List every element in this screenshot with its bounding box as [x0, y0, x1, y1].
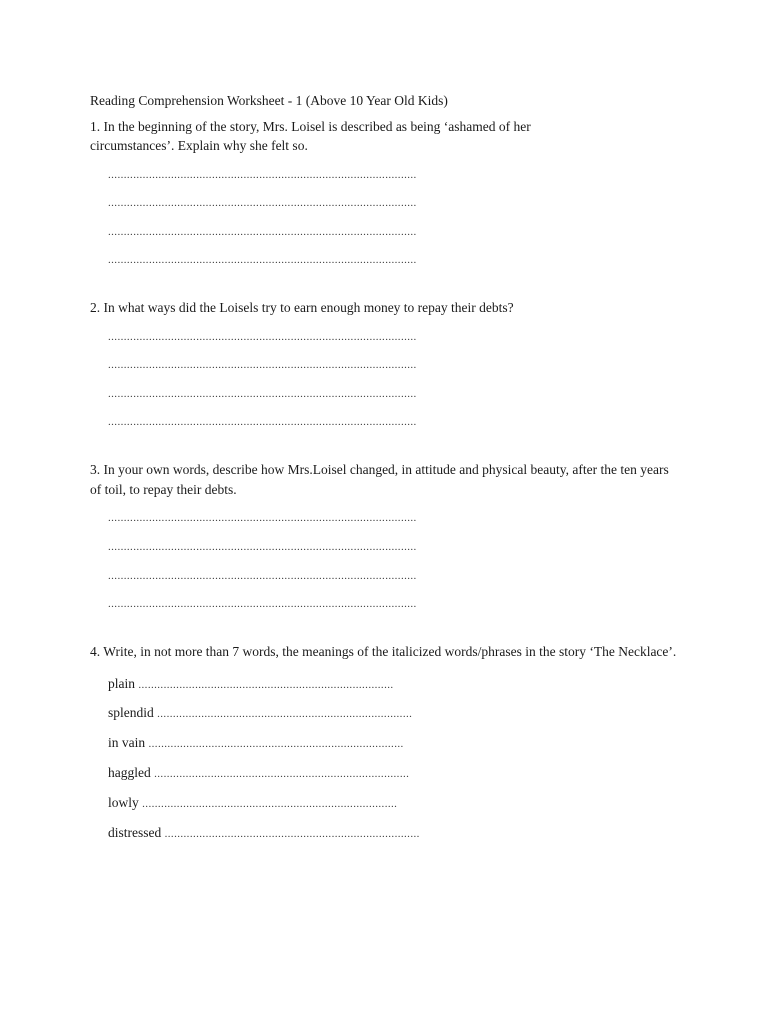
- vocab-word: distressed: [108, 825, 162, 841]
- vocab-item-distressed: [108, 823, 690, 843]
- question-2-text: 2. In what ways did the Loisels try to earn enough money to repay their debts?: [90, 300, 514, 316]
- worksheet-page: [90, 91, 690, 872]
- answer-line: ..................................................................................................: [108, 598, 417, 611]
- question-3-text: 3. In your own words, describe how Mrs.Loisel changed, in attitude and physical beauty, after the ten years of toil, to repay their debts.: [90, 462, 669, 497]
- vocab-answer-line: .................................................................................: [157, 708, 413, 721]
- vocab-item-haggled: [108, 763, 690, 783]
- answer-line: ..................................................................................................: [108, 512, 417, 525]
- vocab-answer-line: .................................................................................: [138, 678, 394, 691]
- question-block-3: [90, 460, 690, 613]
- vocab-answer-line: .................................................................................: [154, 768, 410, 781]
- question-block-4: [90, 642, 690, 843]
- answer-line: ..................................................................................................: [108, 540, 417, 553]
- answer-line: ..................................................................................................: [108, 168, 417, 181]
- question-block-2: [90, 298, 690, 431]
- vocab-item-in-vain: [108, 733, 690, 753]
- answer-line: ..................................................................................................: [108, 569, 417, 582]
- vocab-item-plain: [108, 674, 690, 694]
- vocab-word: haggled: [108, 765, 151, 781]
- vocab-answer-line: .................................................................................: [164, 828, 420, 841]
- worksheet-title: Reading Comprehension Worksheet - 1 (Above 10 Year Old Kids): [90, 93, 448, 108]
- vocab-answer-line: .................................................................................: [142, 798, 398, 811]
- question-4-text: 4. Write, in not more than 7 words, the meanings of the italicized words/phrases in the story ‘The Necklace’.: [90, 643, 677, 659]
- answer-line: ..................................................................................................: [108, 387, 417, 400]
- vocab-answer-line: .................................................................................: [148, 738, 404, 751]
- vocab-word: plain: [108, 675, 135, 691]
- answer-line: ..................................................................................................: [108, 254, 417, 267]
- vocab-item-lowly: [108, 793, 690, 813]
- question-1-text: 1. In the beginning of the story, Mrs. Loisel is described as being ‘ashamed of her circumstances’. Explain why she felt so.: [90, 118, 531, 154]
- vocab-word: in vain: [108, 735, 146, 751]
- vocab-word: splendid: [108, 705, 154, 721]
- answer-line: ..................................................................................................: [108, 197, 417, 210]
- question-block-1: [90, 117, 690, 270]
- vocab-item-splendid: [108, 703, 690, 723]
- vocab-word: lowly: [108, 795, 139, 811]
- answer-line: ..................................................................................................: [108, 416, 417, 429]
- answer-line: ..................................................................................................: [108, 359, 417, 372]
- answer-line: ..................................................................................................: [108, 330, 417, 343]
- answer-line: ..................................................................................................: [108, 225, 417, 238]
